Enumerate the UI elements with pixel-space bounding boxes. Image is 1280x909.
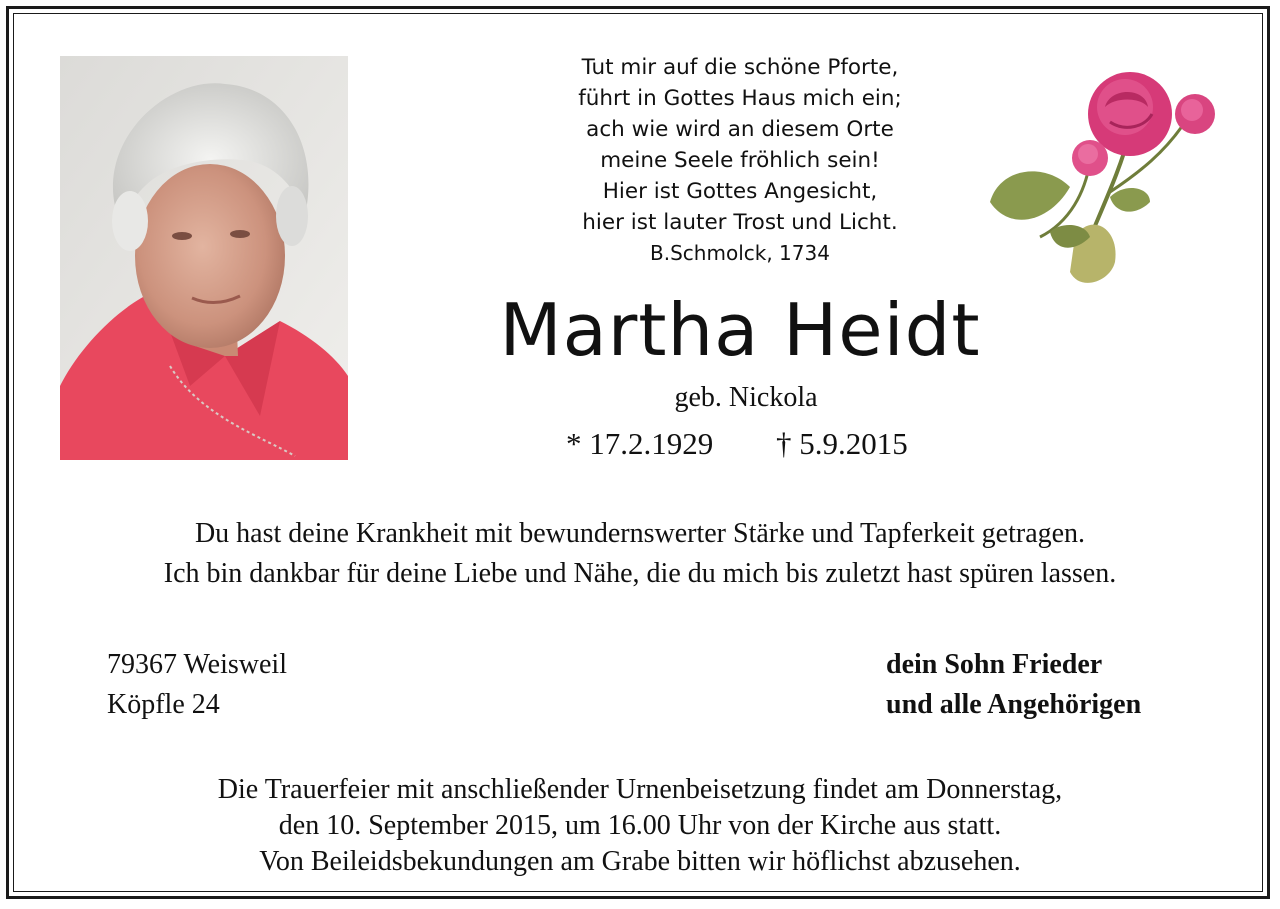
mourners-line: dein Sohn Frieder — [886, 649, 1103, 680]
mourners-line: und alle Angehörigen — [886, 689, 1142, 720]
portrait-photo — [60, 56, 348, 460]
tribute-line: Ich bin dankbar für deine Liebe und Nähe, die du mich bis zuletzt hast spüren lassen. — [163, 558, 1117, 589]
mourners-block — [886, 645, 1246, 725]
poem-line: führt in Gottes Haus mich ein; — [578, 86, 902, 111]
address-line: 79367 Weisweil — [107, 649, 287, 680]
address-line: Köpfle 24 — [107, 689, 220, 720]
service-info — [40, 772, 1240, 880]
poem-author: B.Schmolck, 1734 — [650, 241, 830, 265]
address-block — [107, 645, 507, 725]
birth-date: * 17.2.1929 — [566, 426, 714, 461]
tribute-text — [40, 514, 1240, 594]
service-line: Die Trauerfeier mit anschließender Urnenbeisetzung findet am Donnerstag, — [217, 774, 1063, 805]
tribute-line: Du hast deine Krankheit mit bewundernswerter Stärke und Tapferkeit getragen. — [194, 518, 1086, 549]
poem-line: ach wie wird an diesem Orte — [586, 117, 894, 142]
deceased-name: Martha Heidt — [499, 288, 981, 372]
poem-line: Tut mir auf die schöne Pforte, — [581, 55, 899, 80]
service-line: Von Beileidsbekundungen am Grabe bitten wir höflichst abzusehen. — [259, 846, 1021, 877]
birth-name: geb. Nickola — [674, 382, 818, 413]
rose-illustration — [980, 62, 1225, 292]
service-line: den 10. September 2015, um 16.00 Uhr von der Kirche aus statt. — [278, 810, 1002, 841]
poem-line: Hier ist Gottes Angesicht, — [602, 179, 878, 204]
death-date: † 5.9.2015 — [776, 426, 908, 461]
poem-line: meine Seele fröhlich sein! — [600, 148, 880, 173]
poem — [520, 52, 960, 269]
poem-line: hier ist lauter Trost und Licht. — [582, 210, 898, 235]
